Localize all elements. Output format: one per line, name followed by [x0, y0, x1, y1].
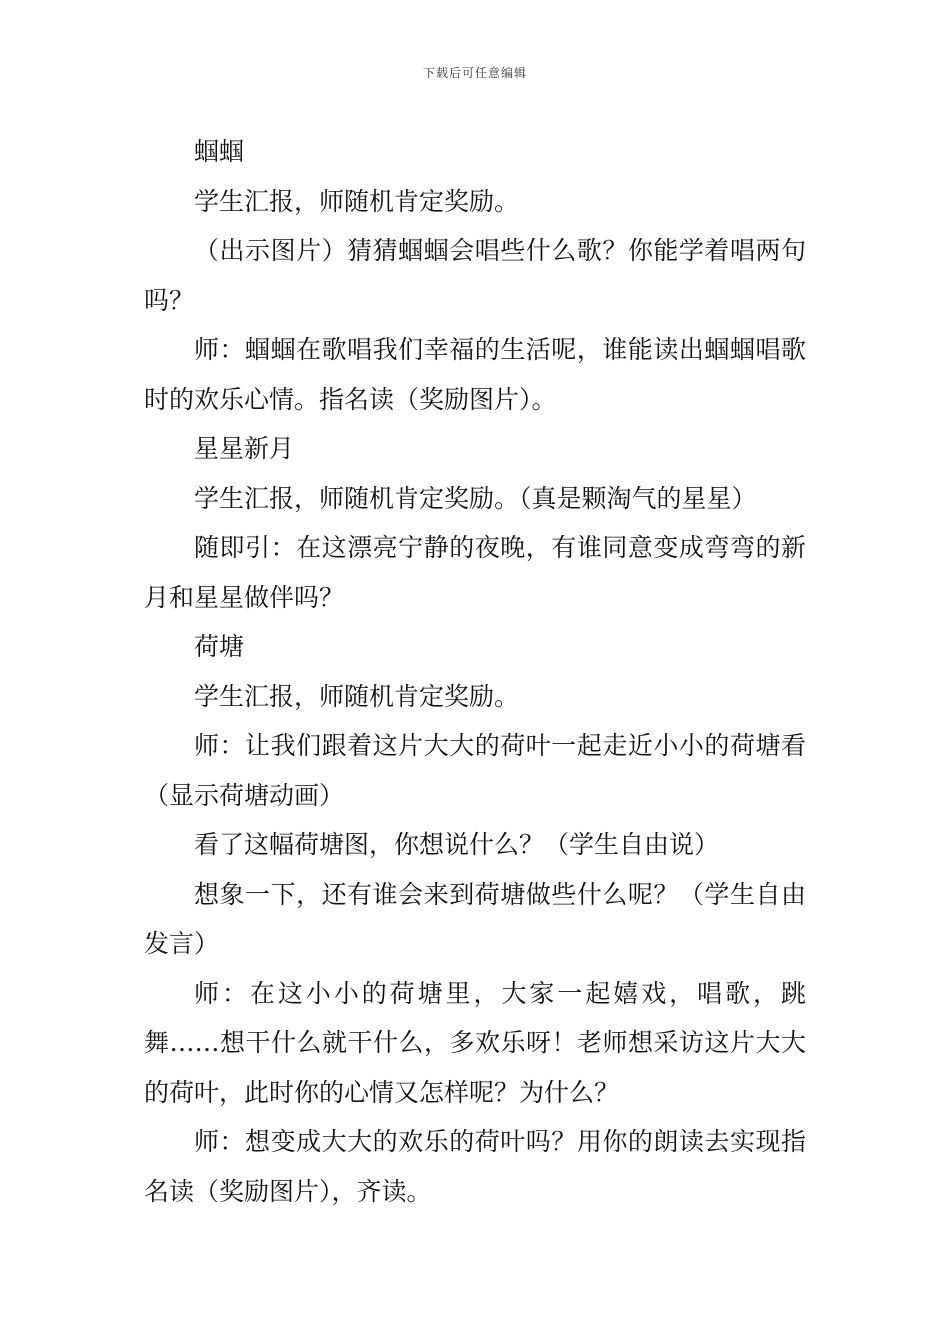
- paragraph: 学生汇报，师随机肯定奖励。: [194, 186, 520, 216]
- paragraph: 师：在这小小的荷塘里，大家一起嬉戏，唱歌，跳舞……想干什么就干什么，多欢乐呀！老师想采访这片大大的荷叶，此时你的心情又怎样呢？为什么？: [144, 978, 806, 1107]
- paragraph: 师：让我们跟着这片大大的荷叶一起走近小小的荷塘看（显示荷塘动画）: [144, 731, 806, 810]
- paragraph: 师：蝈蝈在歌唱我们幸福的生活呢，谁能读出蝈蝈唱歌时的欢乐心情。指名读（奖励图片）。: [144, 335, 806, 414]
- paragraph: （出示图片）猜猜蝈蝈会唱些什么歌？你能学着唱两句吗？: [144, 236, 806, 315]
- paragraph: 随即引：在这漂亮宁静的夜晚，有谁同意变成弯弯的新月和星星做伴吗？: [144, 533, 806, 612]
- page-header: 下载后可任意编辑: [422, 66, 527, 80]
- section-heading-guoguo: 蝈蝈: [194, 137, 245, 166]
- section-heading-stars-moon: 星星新月: [194, 434, 295, 463]
- paragraph: 想象一下，还有谁会来到荷塘做些什么呢？（学生自由发言）: [144, 879, 806, 958]
- document-body: [144, 127, 806, 1216]
- paragraph: 看了这幅荷塘图，你想说什么？（学生自由说）: [194, 830, 720, 859]
- section-heading-lotus-pond: 荷塘: [194, 632, 245, 661]
- paragraph: 师：想变成大大的欢乐的荷叶吗？用你的朗读去实现指名读（奖励图片），齐读。: [144, 1127, 806, 1206]
- paragraph: 学生汇报，师随机肯定奖励。: [194, 681, 520, 711]
- paragraph: 学生汇报，师随机肯定奖励。（真是颗淘气的星星）: [194, 483, 757, 513]
